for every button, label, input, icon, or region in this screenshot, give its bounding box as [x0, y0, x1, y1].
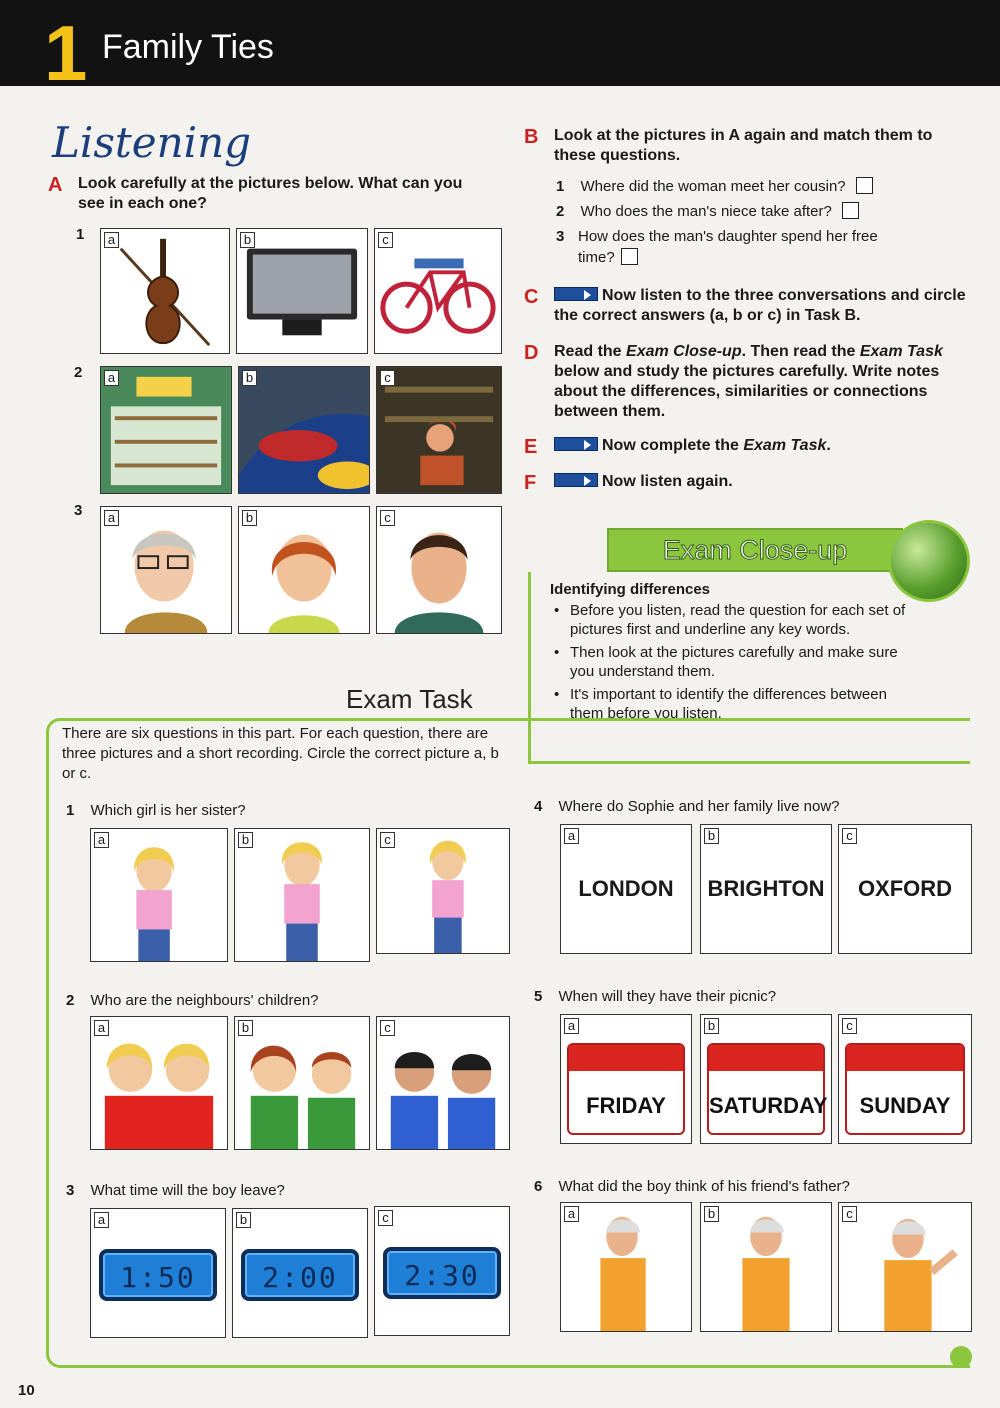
closeup-bullet: • Before you listen, read the question for each set of pictures first and underline any key words.	[550, 601, 910, 639]
audio-track-icon[interactable]	[554, 473, 598, 487]
man-bored-icon	[561, 1203, 691, 1331]
task-b	[524, 126, 976, 166]
page-number: 10	[18, 1382, 35, 1399]
option-label: a	[564, 1018, 579, 1034]
question-number: 5	[534, 988, 543, 1005]
calendar-day: FRIDAY	[586, 1093, 666, 1118]
answer-checkbox[interactable]	[842, 202, 859, 219]
task-b-question	[556, 176, 976, 197]
picture-library	[376, 366, 502, 494]
option-label: a	[94, 832, 109, 848]
task-e	[524, 436, 976, 456]
option-label: b	[704, 1018, 719, 1034]
option-b[interactable]	[700, 1202, 832, 1332]
set-number: 2	[74, 364, 83, 381]
place-name: OXFORD	[857, 876, 953, 901]
question-number: 2	[556, 203, 565, 220]
task-a	[48, 174, 488, 214]
library-icon	[377, 367, 501, 493]
text-segment-italic: Exam Close-up	[626, 343, 742, 360]
option-b[interactable]	[234, 1016, 370, 1150]
picture-label: b	[240, 232, 255, 248]
question-number: 3	[66, 1182, 75, 1199]
text-segment: . Then read the	[741, 343, 860, 360]
question-number: 3	[556, 228, 565, 245]
digital-clock-icon	[99, 1249, 217, 1301]
option-a[interactable]	[90, 1208, 226, 1338]
option-label: c	[842, 1206, 857, 1222]
bicycle-icon	[375, 229, 501, 353]
answer-checkbox[interactable]	[856, 177, 873, 194]
picture-label: a	[104, 232, 119, 248]
task-d	[524, 342, 976, 422]
picture-label: b	[242, 370, 257, 386]
exam-closeup-title: Exam Close-up	[607, 528, 903, 572]
question-text: Which girl is her sister?	[90, 802, 246, 819]
cars-icon	[239, 367, 369, 493]
question-text: What time will the boy leave?	[90, 1182, 285, 1199]
unit-number: 1	[44, 9, 88, 97]
task-c	[524, 286, 976, 326]
option-a[interactable]	[90, 1016, 228, 1150]
set-number: 3	[74, 502, 83, 519]
closeup-bullet: • Then look at the pictures carefully and make sure you understand them.	[550, 643, 910, 681]
clock-time: 2:30	[404, 1259, 480, 1292]
unit-title: Family Ties	[102, 28, 274, 66]
monitor-icon	[237, 229, 367, 353]
task-letter: C	[524, 286, 539, 308]
exam-question	[534, 986, 776, 1007]
text-segment-italic: Exam Task	[859, 343, 943, 360]
two-boys-icon	[377, 1017, 509, 1149]
violin-icon	[101, 229, 229, 353]
picture-old-woman	[100, 506, 232, 634]
picture-man	[376, 506, 502, 634]
exam-closeup-content	[550, 580, 910, 723]
option-b[interactable]	[234, 828, 370, 962]
option-b[interactable]	[232, 1208, 368, 1338]
exam-closeup-subtitle: Identifying differences	[550, 581, 711, 598]
option-c[interactable]	[838, 1014, 972, 1144]
text-segment: below and study the pictures carefully. Write notes about the differences, similarities or connections between them.	[554, 363, 940, 420]
digital-clock-icon	[383, 1247, 501, 1299]
option-c[interactable]	[376, 828, 510, 954]
option-label: a	[94, 1020, 109, 1036]
place-name: LONDON	[578, 876, 674, 901]
task-letter: F	[524, 472, 537, 494]
question-number: 1	[66, 802, 75, 819]
option-label: b	[704, 1206, 719, 1222]
option-a[interactable]	[560, 1202, 692, 1332]
option-c[interactable]	[376, 1016, 510, 1150]
option-label: a	[94, 1212, 109, 1228]
answer-checkbox[interactable]	[621, 248, 638, 265]
calendar-day: SATURDAY	[709, 1093, 828, 1118]
text-segment: .	[826, 437, 831, 454]
supermarket-shelves-icon	[101, 367, 231, 493]
question-text: Where do Sophie and her family live now?	[558, 798, 840, 815]
picture-label: a	[104, 510, 119, 526]
picture-tv	[236, 228, 368, 354]
audio-track-icon[interactable]	[554, 287, 598, 301]
man-angry-icon	[839, 1203, 971, 1331]
calendar-icon	[707, 1043, 828, 1135]
option-label: a	[564, 1206, 579, 1222]
question-text: When will they have their picnic?	[558, 988, 777, 1005]
option-label: b	[238, 832, 253, 848]
exam-question	[534, 1176, 850, 1197]
picture-label: c	[378, 232, 393, 248]
exam-question	[66, 1180, 285, 1201]
place-name: BRIGHTON	[707, 876, 825, 901]
option-label: c	[842, 828, 857, 844]
question-text: How does the man's daughter spend her free time?	[578, 228, 878, 266]
set-number: 1	[76, 226, 85, 243]
option-b[interactable]	[700, 824, 832, 954]
option-label: b	[238, 1020, 253, 1036]
option-label: c	[380, 1020, 395, 1036]
option-a[interactable]	[560, 1014, 692, 1144]
exam-question	[66, 990, 319, 1011]
clock-time: 2:00	[262, 1261, 338, 1294]
option-label: a	[564, 828, 579, 844]
option-c[interactable]	[838, 824, 972, 954]
task-letter: D	[524, 342, 539, 364]
option-label: c	[380, 832, 395, 848]
option-c[interactable]	[838, 1202, 972, 1332]
exam-task-intro: There are six questions in this part. For each question, there are three pictures and a short recording. Circle the correct picture a, b or c.	[62, 725, 499, 782]
man-smiling-icon	[701, 1203, 831, 1331]
question-number: 1	[556, 178, 565, 195]
digital-clock-icon	[241, 1249, 359, 1301]
twin-girls-icon	[91, 1017, 227, 1149]
question-text: Who are the neighbours' children?	[90, 992, 319, 1009]
question-text: What did the boy think of his friend's father?	[558, 1178, 850, 1195]
task-b-text: Look at the pictures in A again and match them to these questions.	[554, 127, 933, 164]
question-number: 4	[534, 798, 543, 815]
task-letter: B	[524, 126, 539, 148]
exam-question	[66, 800, 246, 821]
calendar-icon	[567, 1043, 685, 1135]
picture-label: c	[380, 370, 395, 386]
option-a[interactable]	[560, 824, 692, 954]
task-b-question	[556, 201, 976, 222]
question-number: 2	[66, 992, 75, 1009]
frame-end-dot	[950, 1346, 972, 1368]
task-b-question	[556, 226, 896, 268]
option-label: c	[842, 1018, 857, 1034]
task-f-text: Now listen again.	[602, 473, 733, 490]
text-segment: Now complete the	[602, 437, 744, 454]
option-label: b	[236, 1212, 251, 1228]
picture-label: b	[242, 510, 257, 526]
option-b[interactable]	[700, 1014, 832, 1144]
text-segment: Read the	[554, 343, 627, 360]
task-c-text: Now listen to the three conversations and circle the correct answers (a, b or c) in Task B.	[554, 287, 966, 324]
task-letter: E	[524, 436, 538, 458]
option-label: c	[378, 1210, 393, 1226]
audio-track-icon[interactable]	[554, 437, 598, 451]
text-segment-italic: Exam Task	[743, 437, 827, 454]
girl-icon	[91, 829, 227, 961]
section-title-listening: Listening	[52, 118, 252, 167]
option-c[interactable]	[374, 1206, 510, 1336]
unit-header	[0, 0, 1000, 97]
calendar-day: SUNDAY	[859, 1093, 951, 1118]
exam-task-title: Exam Task	[346, 684, 473, 714]
question-text: Who does the man's niece take after?	[580, 203, 832, 220]
question-text: Where did the woman meet her cousin?	[580, 178, 846, 195]
girl-icon	[377, 829, 509, 953]
task-d-text	[554, 342, 976, 422]
option-label: b	[704, 828, 719, 844]
girl-and-boy-icon	[235, 1017, 369, 1149]
girl-icon	[235, 829, 369, 961]
man-icon	[377, 507, 501, 633]
option-a[interactable]	[90, 828, 228, 962]
picture-cars	[238, 366, 370, 494]
picture-label: a	[104, 370, 119, 386]
picture-label: c	[380, 510, 395, 526]
task-f	[524, 472, 976, 492]
closeup-bullet: • It's important to identify the differences between them before you listen.	[550, 685, 910, 723]
question-number: 6	[534, 1178, 543, 1195]
exam-question	[534, 796, 840, 817]
picture-bicycle	[374, 228, 502, 354]
calendar-icon	[845, 1043, 965, 1135]
picture-supermarket	[100, 366, 232, 494]
task-a-text: Look carefully at the pictures below. What can you see in each one?	[78, 175, 463, 212]
picture-woman	[238, 506, 370, 634]
picture-violin	[100, 228, 230, 354]
woman-icon	[239, 507, 369, 633]
task-letter: A	[48, 174, 63, 196]
old-woman-icon	[101, 507, 231, 633]
clock-time: 1:50	[120, 1261, 196, 1294]
